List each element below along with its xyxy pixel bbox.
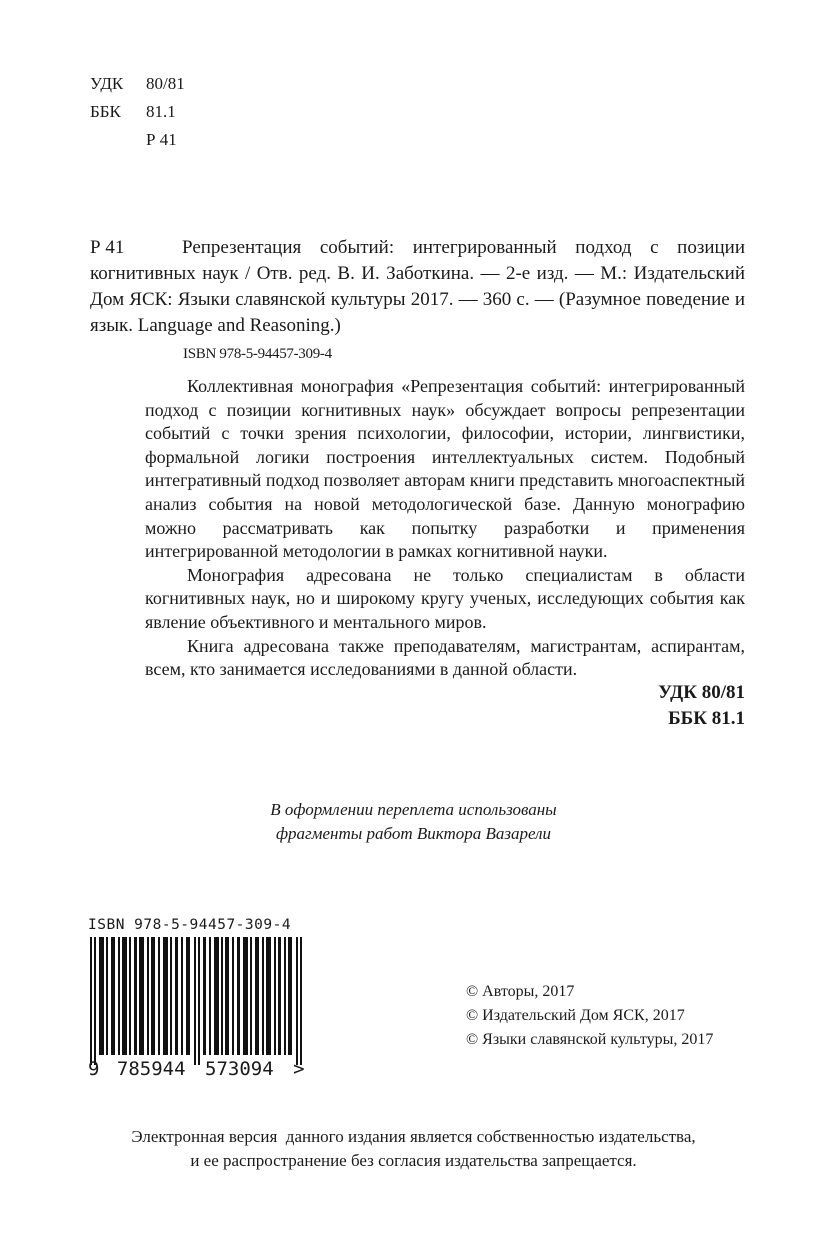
barcode-group-1: 785944 bbox=[116, 1058, 186, 1080]
entry-text: Репрезентация событий: интегрированный подход с позиции когнитивных наук / Отв. ред. В. И. Заботкина. — 2-е изд. — М.: Издательский Дом ЯСК: Языки славянской культуры 2017. — 360 с. — (Разумное поведение и язык. Language and Reasoning.) bbox=[90, 237, 745, 336]
author-mark: Р 41 bbox=[146, 130, 177, 149]
copyright-block bbox=[466, 980, 713, 1052]
barcode-group-2: 573094 bbox=[205, 1058, 274, 1080]
bibliographic-entry bbox=[90, 235, 745, 339]
annotation-paragraph: Коллективная монография «Репрезентация событий: интегрированный подход с позиции когнитивных наук» обсуждает вопросы репрезентации событий с точки зрения психологии, философии, истории, лингвистики, формальной логики построения интеллектуальных систем. Подобный интегративный подход позволяет авторам книги представить многоаспектный анализ события на новой методологической базе. Данную монографию можно рассматривать как попытку разработки и применения интегрированной методологии в рамках когнитивной науки. bbox=[145, 376, 745, 562]
notice-line-2: и ее распространение без согласия издательства запрещается. bbox=[190, 1151, 637, 1170]
copyright-line: © Авторы, 2017 bbox=[466, 983, 575, 1000]
annotation-paragraph: Монография адресована не только специалистам в области когнитивных наук, но и широкому кругу ученых, исследующих события как явление объективного и ментального миров. bbox=[145, 564, 745, 632]
udk-value: 80/81 bbox=[146, 74, 185, 93]
udk-line bbox=[90, 70, 185, 98]
classification-block bbox=[90, 70, 185, 154]
barcode-isbn: ISBN 978-5-94457-309-4 bbox=[88, 917, 292, 933]
entry-isbn: ISBN 978-5-94457-309-4 bbox=[183, 346, 332, 362]
udk-label: УДК bbox=[90, 74, 124, 93]
entry-code: Р 41 bbox=[90, 237, 125, 258]
annotation bbox=[145, 375, 745, 682]
index-codes bbox=[658, 680, 745, 732]
author-mark-line bbox=[90, 126, 185, 154]
index-bbk: ББК 81.1 bbox=[668, 708, 745, 729]
cover-credit bbox=[0, 798, 827, 846]
electronic-version-notice bbox=[0, 1125, 827, 1173]
annotation-paragraph: Книга адресована также преподавателям, магистрантам, аспирантам, всем, кто занимается исследованиями в данной области. bbox=[145, 635, 745, 680]
bbk-line bbox=[90, 98, 185, 126]
barcode-digits bbox=[88, 1058, 305, 1080]
barcode-arrow: > bbox=[293, 1058, 305, 1080]
notice-line-1: Электронная версия данного издания является собственностью издательства, bbox=[131, 1127, 696, 1146]
barcode-first-digit: 9 bbox=[88, 1058, 100, 1080]
barcode-icon bbox=[90, 937, 308, 1065]
index-udk: УДК 80/81 bbox=[658, 682, 745, 703]
bbk-label: ББК bbox=[90, 102, 121, 121]
credit-line-1: В оформлении переплета использованы bbox=[270, 800, 557, 819]
copyright-line: © Языки славянской культуры, 2017 bbox=[466, 1031, 714, 1048]
copyright-line: © Издательский Дом ЯСК, 2017 bbox=[466, 1007, 685, 1024]
credit-line-2: фрагменты работ Виктора Вазарели bbox=[275, 824, 552, 843]
bbk-value: 81.1 bbox=[146, 102, 176, 121]
